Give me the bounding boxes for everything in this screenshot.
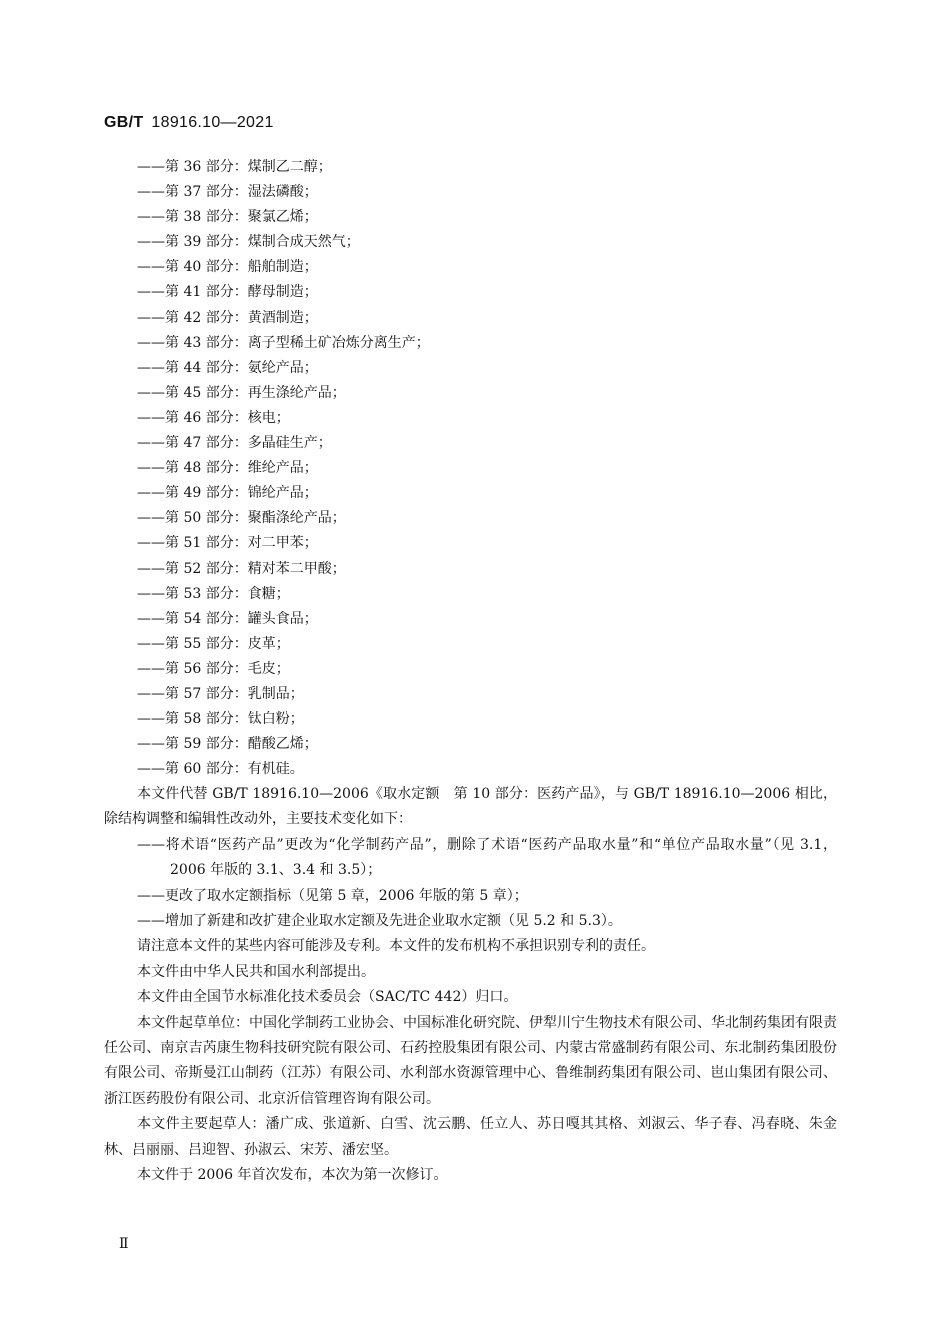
document-header xyxy=(104,114,274,132)
standard-number: 18916.10—2021 xyxy=(151,114,274,131)
proposed-by: 本文件由中华人民共和国水利部提出。 xyxy=(137,963,375,980)
part-item: ——第 44 部分：氨纶产品； xyxy=(137,359,318,376)
centralized-by: 本文件由全国节水标准化技术委员会（SAC/TC 442）归口。 xyxy=(137,989,518,1006)
publication-history: 本文件于 2006 年首次发布，本次为第一次修订。 xyxy=(137,1167,448,1184)
part-item: ——第 39 部分：煤制合成天然气； xyxy=(137,234,360,251)
part-item: ——第 57 部分：乳制品； xyxy=(137,685,304,702)
page-number: Ⅱ xyxy=(119,1236,129,1252)
part-item: ——第 49 部分：锦纶产品； xyxy=(137,485,318,502)
part-item: ——第 60 部分：有机硅。 xyxy=(137,761,304,778)
part-item: ——第 38 部分：聚氯乙烯； xyxy=(137,209,318,226)
part-item: ——第 59 部分：醋酸乙烯； xyxy=(137,736,318,753)
drafters: 本文件主要起草人：潘广成、张道新、白雪、沈云鹏、任立人、苏日嘎其其格、刘淑云、华子春、冯春晓、朱金林、吕丽丽、吕迎智、孙淑云、宋芳、潘宏坚。 xyxy=(104,1116,837,1158)
part-item: ——第 45 部分：再生涤纶产品； xyxy=(137,384,346,401)
part-item: ——第 50 部分：聚酯涤纶产品； xyxy=(137,510,346,527)
part-item: ——第 47 部分：多晶硅生产； xyxy=(137,435,332,452)
part-item: ——第 58 部分：钛白粉； xyxy=(137,711,304,728)
change-item: ——将术语“医药产品”更改为“化学制药产品”，删除了术语“医药产品取水量”和“单位产品取水量”（见 3.1，2006 年版的 3.1、3.4 和 3.5）； xyxy=(137,836,837,879)
part-item: ——第 37 部分：湿法磷酸； xyxy=(137,184,318,201)
part-item: ——第 48 部分：维纶产品； xyxy=(137,460,318,477)
change-item: ——增加了新建和改扩建企业取水定额及先进企业取水定额（见 5.2 和 5.3）。 xyxy=(137,913,622,930)
part-item: ——第 56 部分：毛皮； xyxy=(137,660,290,677)
part-item: ——第 42 部分：黄酒制造； xyxy=(137,309,318,326)
part-item: ——第 53 部分：食糖； xyxy=(137,585,290,602)
patent-note: 请注意本文件的某些内容可能涉及专利。本文件的发布机构不承担识别专利的责任。 xyxy=(137,938,655,955)
part-item: ——第 36 部分：煤制乙二醇； xyxy=(137,159,332,175)
drafting-units: 本文件起草单位：中国化学制药工业协会、中国标准化研究院、伊犁川宁生物技术有限公司、华北制药集团有限责任公司、南京吉芮康生物科技研究院有限公司、石药控股集团有限公司、内蒙古常盛制药有限公司、东北制药集团股份有限公司、帝斯曼江山制药（江苏）有限公司、水利部水资源管理中心、鲁维制药集团有限公司、岜山集团有限公司、浙江医药股份有限公司、北京沂信管理咨询有限公司。 xyxy=(104,1014,837,1107)
foreword-body xyxy=(104,782,837,1189)
part-item: ——第 54 部分：罐头食品； xyxy=(137,610,318,627)
part-item: ——第 51 部分：对二甲苯； xyxy=(137,535,318,552)
replace-paragraph: 本文件代替 GB/T 18916.10—2006《取水定额 第 10 部分：医药产品》，与 GB/T 18916.10—2006 相比，除结构调整和编辑性改动外，主要技术变化如下： xyxy=(104,786,837,828)
change-item: ——更改了取水定额指标（见第 5 章，2006 年版的第 5 章）； xyxy=(137,887,528,904)
standard-code: GB/T xyxy=(104,114,144,131)
part-item: ——第 41 部分：酵母制造； xyxy=(137,284,318,301)
part-item: ——第 52 部分：精对苯二甲酸； xyxy=(137,560,346,577)
part-item: ——第 40 部分：船舶制造； xyxy=(137,259,318,276)
parts-list xyxy=(137,155,837,782)
part-item: ——第 46 部分：核电； xyxy=(137,409,290,426)
part-item: ——第 43 部分：离子型稀土矿冶炼分离生产； xyxy=(137,334,430,351)
part-item: ——第 55 部分：皮革； xyxy=(137,635,290,652)
